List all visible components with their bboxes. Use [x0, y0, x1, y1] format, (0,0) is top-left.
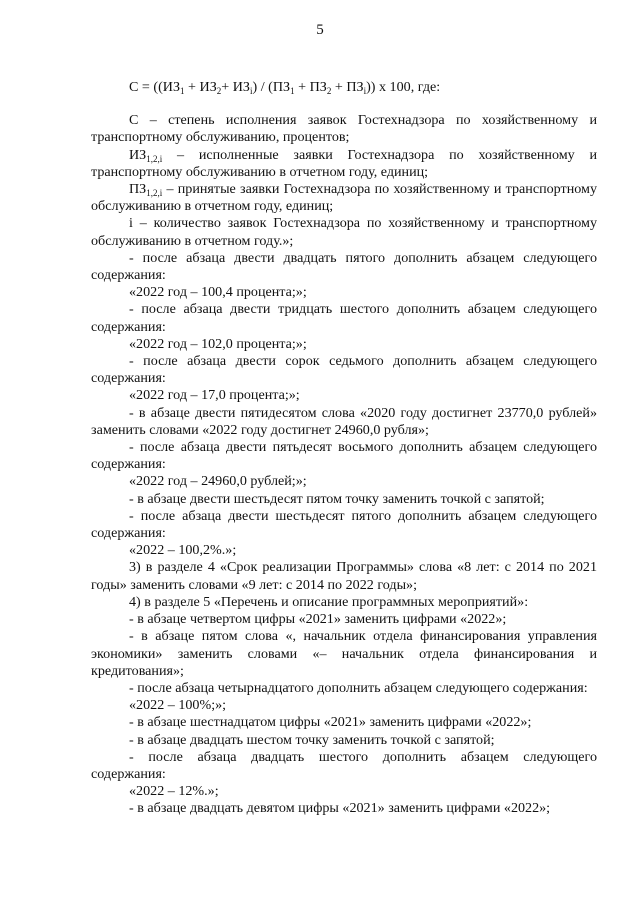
document-body [91, 79, 597, 818]
paragraph: 4) в разделе 5 «Перечень и описание программных мероприятий»: [129, 593, 529, 610]
quote-paragraph: «2022 – 12%.»; [129, 783, 219, 800]
paragraph: - после абзаца двести сорок седьмого дополнить абзацем следующего содержания: [91, 353, 597, 387]
definition-c: С – степень исполнения заявок Гостехнадзора по хозяйственному и транспортному обслуживанию, процентов; [91, 112, 597, 146]
paragraph: - в абзаце двадцать шестом точку заменить точкой с запятой; [129, 731, 495, 748]
paragraph: - после абзаца четырнадцатого дополнить абзацем следующего содержания: [129, 679, 588, 696]
quote-paragraph: «2022 год – 17,0 процента;»; [129, 387, 300, 404]
definition-iz: $ИЗ_{1,2,i}$ – исполненные заявки Гостехнадзора по хозяйственному и транспортному обслуживанию в отчетном году, единиц; [91, 146, 597, 180]
quote-paragraph: «2022 – 100%;»; [129, 697, 227, 714]
quote-paragraph: «2022 год – 100,4 процента;»; [129, 284, 307, 301]
paragraph: - в абзаце шестнадцатом цифры «2021» заменить цифрами «2022»; [129, 714, 532, 731]
paragraph: - после абзаца двадцать шестого дополнить абзацем следующего содержания: [91, 748, 597, 782]
paragraph: - в абзаце двадцать девятом цифры «2021» заменить цифрами «2022»; [129, 800, 551, 817]
paragraph: - в абзаце пятом слова «, начальник отдела финансирования управления экономики» заменить словами «– начальник отдела финансирования и кредитования»; [91, 628, 597, 679]
paragraph: - в абзаце двести пятидесятом слова «2020 году достигнет 23770,0 рублей» заменить словами «2022 году достигнет 24960,0 рубля»; [91, 404, 597, 438]
definition-pz: $ПЗ_{1,2,i}$ – принятые заявки Гостехнадзора по хозяйственному и транспортному обслуживанию в отчетном году, единиц; [91, 181, 597, 215]
page-number: 5 [316, 22, 324, 38]
paragraph: - в абзаце двести шестьдесят пятом точку заменить точкой с запятой; [129, 490, 545, 507]
paragraph: - после абзаца двести тридцать шестого дополнить абзацем следующего содержания: [91, 301, 597, 335]
paragraph: 3) в разделе 4 «Срок реализации Программы» слова «8 лет: с 2014 по 2021 годы» заменить словами «9 лет: с 2014 по 2022 годы»; [91, 559, 597, 593]
paragraph: - после абзаца двести двадцать пятого дополнить абзацем следующего содержания: [91, 249, 597, 284]
paragraph: - после абзаца двести шестьдесят пятого дополнить абзацем следующего содержания: [91, 507, 597, 542]
quote-paragraph: «2022 год – 102,0 процента;»; [129, 335, 307, 352]
definition-i: i – количество заявок Гостехнадзора по хозяйственному и транспортному обслуживанию в отчетном году.»; [91, 215, 597, 249]
quote-paragraph: «2022 – 100,2%.»; [129, 542, 237, 559]
formula: $С = ((ИЗ_1 + ИЗ_2+ ИЗ_i) / (ПЗ_1 + ПЗ_2 + ПЗ_i))$ х 100, где: [129, 79, 441, 96]
paragraph: - в абзаце четвертом цифры «2021» заменить цифрами «2022»; [129, 611, 507, 628]
quote-paragraph: «2022 год – 24960,0 рублей;»; [129, 473, 307, 490]
paragraph: - после абзаца двести пятьдесят восьмого дополнить абзацем следующего содержания: [91, 439, 597, 473]
